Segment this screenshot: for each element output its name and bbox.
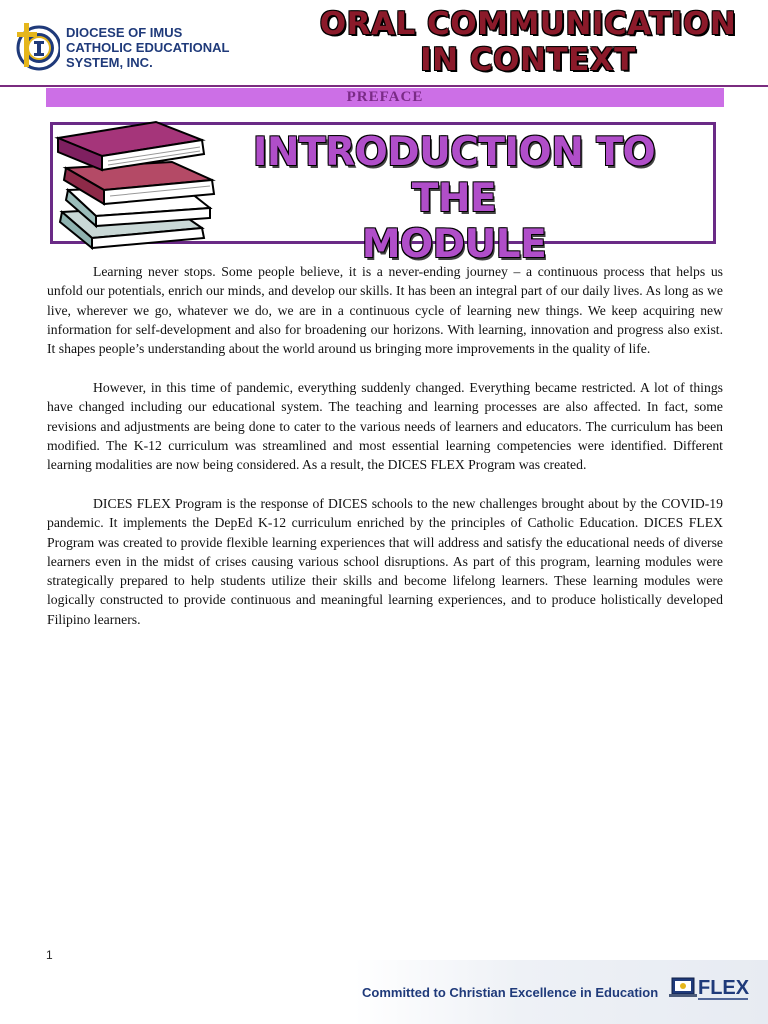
flex-logo-text: FLEX: [698, 977, 750, 999]
subject-title: ORAL COMMUNICATION IN CONTEXT: [319, 6, 737, 78]
preface-body: [47, 262, 723, 649]
page-header: [0, 0, 768, 86]
body-paragraph: DICES FLEX Program is the response of DICES schools to the new challenges brought about by the COVID-19 pandemic. It implements the DepEd K-12 curriculum enriched by the principles of Catholic Education. DICES FLEX Program was created to provide flexible learning experiences that will address and satisfy the educational needs of diverse learners even in the midst of crises causing various school disruptions. As part of this program, learning modules were strategically prepared to help students utilize their skills and become lifelong learners. These learning modules were logically constructed to provide continuous and meaningful learning experiences, and to produce holistically developed Filipino learners.: [47, 495, 723, 627]
stacked-books-icon: [52, 116, 224, 250]
diocese-seal-icon: [14, 20, 60, 72]
preface-label: PREFACE: [346, 89, 424, 105]
body-paragraph: However, in this time of pandemic, everything suddenly changed. Everything became restricted. A lot of things have changed including our educational system. The teaching and learning processes are also affected. In fact, some revisions and adjustments are being done to cater to the various needs of learners and educators. The curriculum has been modified. The K-12 curriculum was streamlined and most essential learning competencies were identified. Different learning modalities are now being considered. As a result, the DICES FLEX Program was created.: [47, 379, 723, 473]
body-paragraph: Learning never stops. Some people believe, it is a never-ending journey – a continuous process that helps us unfold our potentials, enrich our minds, and develop our skills. It has been an integral part of our daily lives. As long as we live, wherever we go, whatever we do, we are in a continuous cycle of learning new things. We keep acquiring new information for self-development and also for broadening our horizons. With learning, innovation and progress also exist. It shapes people’s understanding about the world around us bringing more improvements in the quality of life.: [47, 264, 723, 357]
preface-banner: [46, 88, 724, 107]
header-divider: [0, 85, 768, 87]
flex-laptop-icon: [668, 972, 754, 1008]
page-number: 1: [46, 948, 53, 962]
diocese-logo-block: [14, 20, 254, 76]
module-title: INTRODUCTION TO THE MODULE: [252, 130, 656, 267]
footer-tagline: Committed to Christian Excellence in Education: [362, 985, 659, 1000]
diocese-name: DIOCESE OF IMUS CATHOLIC EDUCATIONAL SYSTEM, INC.: [66, 25, 230, 70]
